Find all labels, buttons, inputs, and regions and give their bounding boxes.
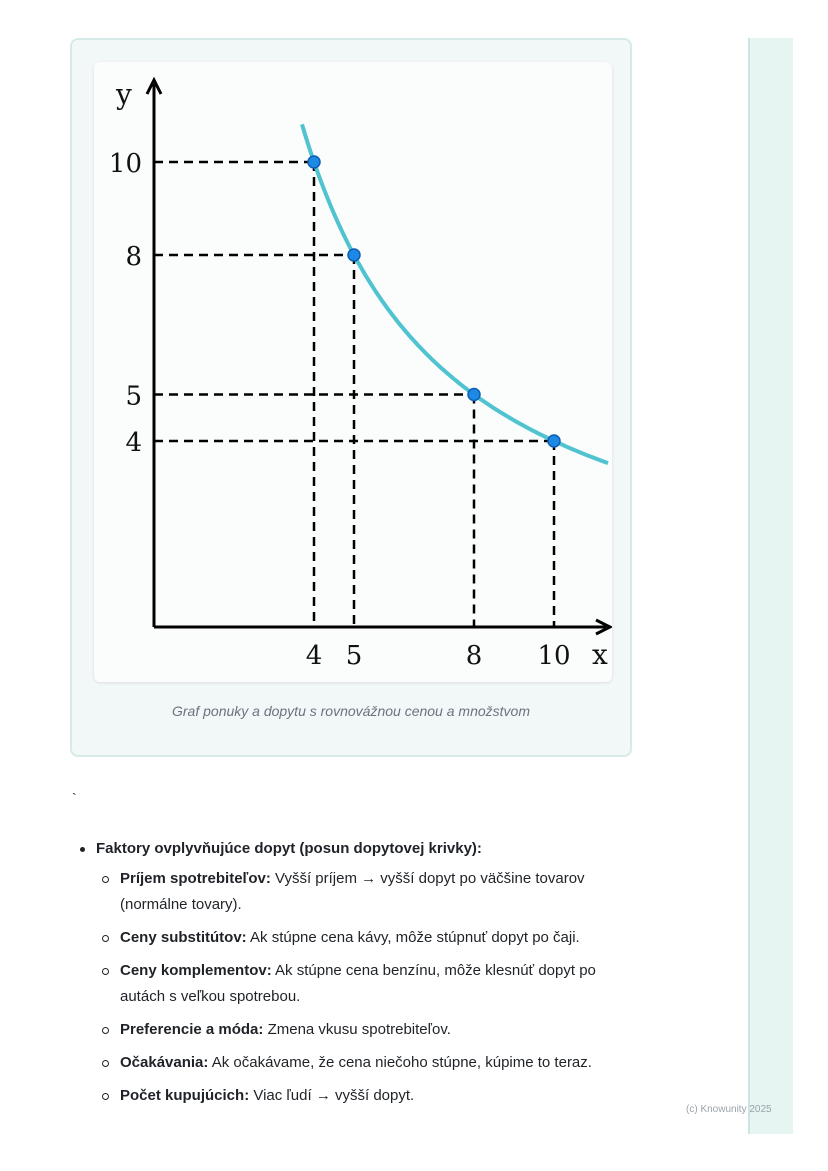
circle-bullet-icon — [102, 1093, 109, 1100]
sub-list-item — [120, 1083, 640, 1109]
item-text: Ak stúpne cena benzínu, môže klesnúť dopyt po autách s veľkou spotrebou. — [120, 962, 596, 1005]
x-tick-label: 4 — [305, 641, 323, 671]
x-tick-label: 5 — [345, 641, 363, 671]
sub-list-item — [120, 925, 640, 951]
data-point — [308, 156, 320, 168]
stray-mark: ` — [72, 790, 77, 806]
data-point — [468, 389, 480, 401]
data-point — [548, 435, 560, 447]
sub-list-item — [120, 1050, 640, 1076]
item-text: Ak stúpne cena kávy, môže stúpnuť dopyt po čaji. — [246, 929, 580, 946]
item-term: Ceny komplementov: — [120, 962, 272, 979]
sub-list — [96, 866, 640, 1109]
figure-caption: Graf ponuky a dopytu s rovnovážnou cenou a množstvom — [172, 703, 530, 719]
y-axis-label: y — [116, 78, 132, 111]
x-tick-label: 10 — [537, 641, 571, 671]
y-tick-label: 8 — [125, 242, 142, 272]
circle-bullet-icon — [102, 968, 109, 975]
footer-credit: (c) Knowunity 2025 — [686, 1104, 772, 1115]
main-list — [80, 836, 640, 1109]
item-term: Očakávania: — [120, 1054, 209, 1071]
item-term: Počet kupujúcich: — [120, 1087, 250, 1104]
list-heading: Faktory ovplyvňujúce dopyt (posun dopytovej krivky): — [96, 840, 482, 857]
sub-list-item — [120, 866, 640, 918]
side-strip — [748, 38, 793, 1134]
data-point — [348, 249, 360, 261]
x-tick-label: 8 — [465, 641, 483, 671]
sub-list-item — [120, 958, 640, 1010]
item-text: Zmena vkusu spotrebiteľov. — [263, 1021, 451, 1038]
demand-chart — [94, 62, 612, 682]
item-text: Ak očakávame, že cena niečoho stúpne, kúpime to teraz. — [208, 1054, 592, 1071]
content — [80, 836, 640, 1116]
demand-curve — [302, 124, 608, 463]
item-term: Príjem spotrebiteľov: — [120, 870, 271, 887]
circle-bullet-icon — [102, 876, 109, 883]
y-tick-label: 4 — [125, 428, 142, 458]
list-item-factors — [80, 836, 640, 1109]
item-term: Preferencie a móda: — [120, 1021, 264, 1038]
item-term: Ceny substitútov: — [120, 929, 247, 946]
circle-bullet-icon — [102, 1060, 109, 1067]
y-tick-label: 5 — [125, 381, 142, 412]
x-axis-label: x — [592, 638, 608, 671]
circle-bullet-icon — [102, 935, 109, 942]
y-tick-label: 10 — [108, 149, 142, 179]
item-text: Vyšší príjem → vyšší dopyt po väčšine tovarov (normálne tovary). — [120, 870, 585, 913]
sub-list-item — [120, 1017, 640, 1043]
circle-bullet-icon — [102, 1027, 109, 1034]
figure-card — [70, 38, 632, 757]
item-text: Viac ľudí → vyšší dopyt. — [249, 1087, 415, 1104]
chart-panel — [94, 62, 612, 682]
